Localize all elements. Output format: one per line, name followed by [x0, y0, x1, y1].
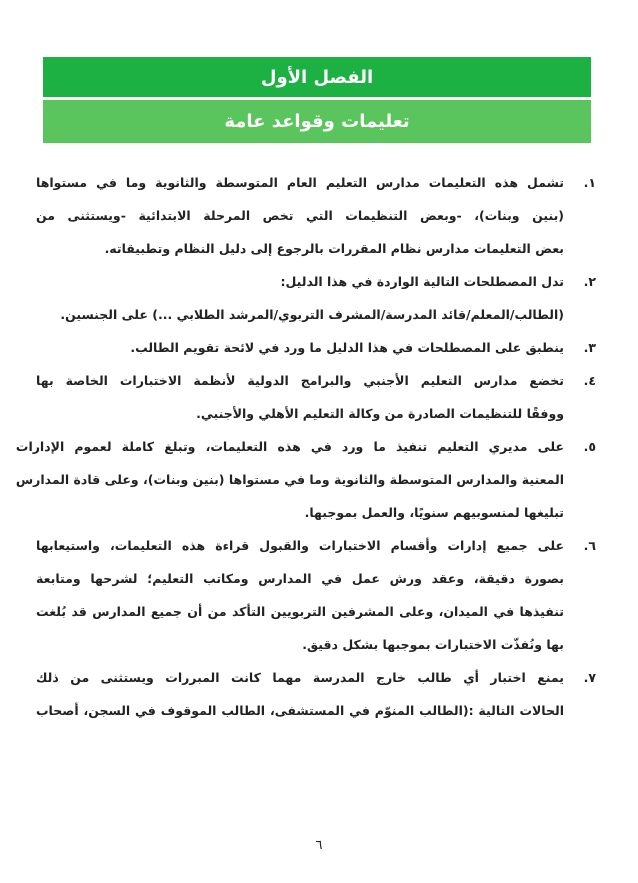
section-title: تعليمات وقواعد عامة	[43, 100, 591, 143]
list-item-4	[36, 364, 596, 430]
item-line: بعض التعليمات مدارس نظام المقررات بالرجوع إلى دليل النظام وتطبيقاته.	[104, 241, 564, 256]
item-line: الحالات التالية :(الطالب المنوّم في المستشفى، الطالب الموقوف في السجن، أصحاب	[36, 703, 564, 718]
list-item-1	[36, 166, 596, 265]
item-line: تنفيذها في الميدان، وعلى المشرفين التربويين التأكد من أن جميع المدارس قد بُلغت	[36, 604, 564, 619]
item-line: ينطبق على المصطلحات في هذا الدليل ما ورد في لائحة تقويم الطالب.	[130, 340, 564, 355]
item-line: تخضع مدارس التعليم الأجنبي والبرامج الدولية لأنظمة الاختبارات الخاصة بها	[36, 373, 564, 388]
page-number: ٦	[315, 838, 323, 853]
item-number: ٢.	[583, 274, 596, 289]
item-line: بصورة دقيقة، وعقد ورش عمل في المدارس ومكاتب التعليم؛ لشرحها ومتابعة	[36, 571, 564, 586]
item-line: (الطالب/المعلم/قائد المدرسة/المشرف التربوي/المرشد الطلابي ...) على الجنسين.	[60, 307, 564, 322]
item-line: تدل المصطلحات التالية الواردة في هذا الدليل:	[280, 274, 564, 289]
item-line: ووفقًا للتنظيمات الصادرة من وكالة التعليم الأهلي والأجنبي.	[196, 406, 564, 421]
list-item-5	[15, 430, 596, 529]
chapter-title: الفصل الأول	[43, 57, 591, 97]
item-line: المعنية والمدارس المتوسطة والثانوية وما في مستواها (بنين وبنات)، وعلى قادة المدارس	[15, 472, 564, 487]
list-item-6	[36, 529, 596, 661]
item-line: يمنع اختبار أي طالب خارج المدرسة مهما كانت المبررات ويستثنى من ذلك	[36, 670, 564, 685]
item-number: ٥.	[583, 439, 596, 454]
item-line: تبليغها لمنسوبيهم سنويًا، والعمل بموجبها.	[304, 505, 564, 520]
instructions-list	[15, 166, 596, 727]
item-number: ٤.	[583, 373, 596, 388]
item-line: (بنين وبنات)، -وبعض التنظيمات التي تخص المرحلة الابتدائية -ويستثنى من	[36, 208, 564, 223]
list-item-2	[36, 265, 596, 331]
item-number: ٧.	[583, 670, 596, 685]
item-number: ٦.	[583, 538, 596, 553]
list-item-3	[36, 331, 596, 364]
item-number: ١.	[583, 175, 596, 190]
list-item-7	[36, 661, 596, 727]
item-line: بها ونُفذّت الاختبارات بموجبها بشكل دقيق.	[302, 637, 564, 652]
item-line: على مديري التعليم تنفيذ ما ورد في هذه التعليمات، وتبلغ كاملة لعموم الإدارات	[15, 439, 564, 454]
item-number: ٣.	[583, 340, 596, 355]
item-line: على جميع إدارات وأقسام الاختبارات والقبول قراءة هذه التعليمات، واستيعابها	[36, 538, 564, 553]
chapter-banner	[43, 57, 591, 143]
item-line: تشمل هذه التعليمات مدارس التعليم العام المتوسطة والثانوية وما في مستواها	[36, 175, 564, 190]
